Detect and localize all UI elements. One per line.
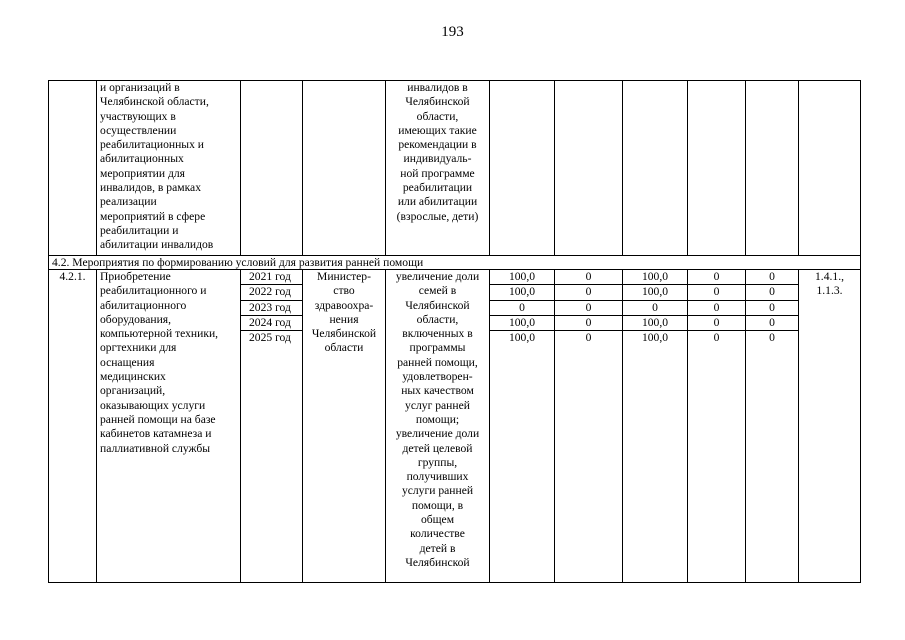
text-line: области, [416,312,459,326]
reference-cell [799,81,861,256]
text-line: имеющих такие [398,123,477,137]
text-line: нения [329,312,359,326]
item-executor [303,270,386,583]
funding-federal [555,270,623,583]
funding-value: 0 [688,285,745,300]
funding-federal-cell [555,81,623,256]
funding-value: 100,0 [490,316,554,331]
text-line: оказывающих услуги [100,398,206,412]
text-line: реабилитационного и [100,284,207,298]
section-row [49,256,861,270]
funding-value: 100,0 [623,285,687,300]
funding-value: 100,0 [508,331,536,345]
funding-regional-values [626,270,684,345]
year-list [241,270,303,583]
text-line: мероприятии для [100,166,186,180]
page-number: 193 [441,24,464,40]
funding-total [490,270,555,583]
funding-regional [623,270,688,583]
funding-value: 100,0 [490,270,554,285]
year-entry: 2021 год [241,270,302,285]
text-line: абилитационных [100,152,184,166]
funding-total-cell [490,81,555,256]
text-line: или абилитации [397,195,478,209]
funding-value: 0 [555,316,622,331]
section-title: 4.2. Мероприятия по формированию условий для развития ранней помощи [49,256,861,270]
item-indicator-text [389,270,486,570]
program-table [48,80,861,583]
text-line: Челябинской [405,555,470,569]
text-line: абилитационного [100,298,187,312]
funding-value: 0 [713,331,720,345]
text-line: семей в [418,284,457,298]
item-row [49,270,861,583]
text-line: медицинских [100,370,166,384]
text-line: Челябинской [405,298,470,312]
text-line: здравоохра- [314,298,374,312]
funding-federal-values [558,270,619,345]
indicator-cell [386,81,490,256]
item-description [97,270,241,583]
text-line: увеличение доли [395,270,480,283]
text-line: Челябинской области, [100,95,209,109]
text-line: компьютерной техники, [100,327,219,341]
text-line: организаций, [100,384,166,398]
text-line: и организаций в [100,81,180,94]
text-line: осуществлении [100,123,177,137]
funding-value: 100,0 [490,285,554,300]
text-line: оснащения [100,355,155,369]
text-line: Челябинской [405,95,470,109]
text-line: рекомендации в [398,138,477,152]
item-number-cell [49,81,97,256]
year-cell [241,81,303,256]
executor-cell [303,81,386,256]
year-entry: 2022 год [241,285,302,300]
continuation-row [49,81,861,256]
text-line: помощи; [415,412,460,426]
text-line: ранней помощи на базе [100,412,216,426]
text-line: Приобретение [100,270,171,283]
text-line: группы, [417,455,458,469]
funding-other-values [749,270,795,345]
funding-value: 100,0 [623,316,687,331]
funding-value: 0 [555,301,622,316]
text-line: количестве [410,527,465,541]
year-entry: 2025 год [249,331,291,345]
funding-value: 0 [746,285,798,300]
text-line: ной программе [400,166,475,180]
text-line: детей целевой [402,441,473,455]
funding-other-cell [746,81,799,256]
text-line: реабилитации и [100,223,179,237]
funding-local-cell [688,81,746,256]
year-entry: 2023 год [241,301,302,316]
text-line: оборудования, [100,312,172,326]
funding-value: 0 [769,331,775,345]
text-line: помощи, в [411,498,464,512]
continuation-description [100,81,237,253]
text-line: реабилитационных и [100,138,204,152]
funding-value: 0 [490,301,554,316]
text-line: удовлетворен- [402,370,473,384]
text-line: реабилитации [402,181,473,195]
text-line: ных качеством [401,384,474,398]
funding-value: 0 [688,316,745,331]
text-line: детей в [419,541,456,555]
funding-value: 0 [746,270,798,285]
funding-other [746,270,799,583]
years [244,270,299,345]
text-line: услуг ранней [405,398,470,412]
text-line: 1.1.3. [816,284,843,298]
item-executor-text [306,270,382,356]
item-references [799,270,861,583]
text-line: увеличение доли [395,427,480,441]
text-line: программы [409,341,466,355]
funding-value: 0 [746,316,798,331]
text-line: мероприятий в сфере [100,209,206,223]
text-line: инвалидов, в рамках [100,181,201,195]
text-line: ство [333,284,355,298]
year-entry: 2024 год [241,316,302,331]
text-line: индивидуаль- [403,152,472,166]
funding-value: 0 [623,301,687,316]
text-line: 1.4.1., [815,270,844,283]
text-line: кабинетов катамнеза и [100,427,212,441]
funding-value: 0 [555,285,622,300]
funding-local [688,270,746,583]
text-line: получивших [406,470,469,484]
text-line: участвующих в [100,109,176,123]
funding-value: 100,0 [641,331,669,345]
text-line: области [324,341,364,355]
description-cell [97,81,241,256]
funding-total-values [493,270,551,345]
text-line: инвалидов в [407,81,468,94]
item-references-text [802,270,857,299]
text-line: абилитации инвалидов [100,238,214,252]
text-line: услуги ранней [401,484,474,498]
funding-value: 100,0 [623,270,687,285]
funding-value: 0 [585,331,592,345]
text-line: оргтехники для [100,341,177,355]
continuation-indicator [389,81,486,224]
text-line: области, [416,109,459,123]
funding-value: 0 [688,270,745,285]
funding-value: 0 [746,301,798,316]
text-line: Челябинской [311,327,377,341]
funding-value: 0 [555,270,622,285]
item-number: 4.2.1. [49,270,97,583]
text-line: включенных в [402,327,473,341]
item-description-text [100,270,237,456]
text-line: паллиативной службы [100,441,211,455]
text-line: ранней помощи, [397,355,478,369]
text-line: (взрослые, дети) [396,209,479,223]
text-line: реализации [100,195,157,209]
text-line: Министер- [317,270,371,283]
funding-value: 0 [688,301,745,316]
item-indicator [386,270,490,583]
funding-local-values [691,270,742,345]
text-line: общем [420,513,455,527]
funding-regional-cell [623,81,688,256]
